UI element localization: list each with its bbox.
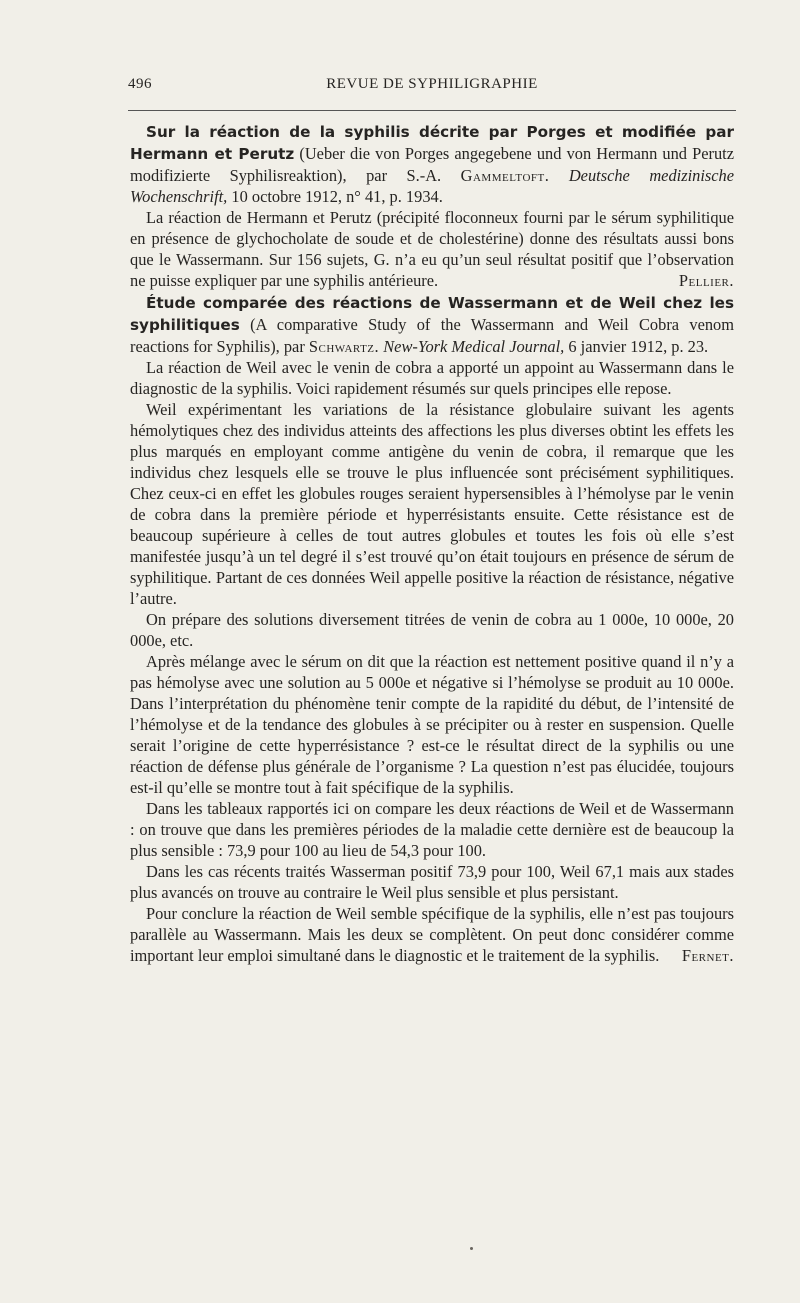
article-2-ref-post: 6 janvier 1912, p. 23.	[568, 337, 709, 356]
article-2-journal: New-York Medical Journal,	[383, 337, 565, 356]
article-2-paragraph: Weil expérimentant les variations de la résistance globulaire suivant les agents hémolytiques chez des individus atteints des affections les plus diverses obtint les effets les plus marqués en employant comme antigène du venin de cobra, il remarque que les individus chez lesquels elle se trouve le plus influencée sont précisément syphilitiques. Chez ceux-ci en effet les globules rouges seraient hypersensibles à l’hémolyse par le venin de cobra dans la première période et hyperrésistants ensuite. Cette résistance est de beaucoup supérieure à celles de tout autres globules et toutes les fois où elle s’est manifestée jusqu’à un tel degré il s’est trouvé qu’on était toujours en présence de sérum de syphilitique. Partant de ces données Weil appelle positive la réaction de résistance, négative l’autre.	[130, 400, 734, 608]
article-2-paragraph: Dans les tableaux rapportés ici on compare les deux réactions de Weil et de Wassermann : on trouve que dans les premières périodes de la maladie cette dernière est de beaucoup la plus sensible : 73,9 pour 100 au lieu de 54,3 pour 100.	[130, 799, 734, 860]
header-rule	[128, 110, 736, 111]
page-speck	[470, 1247, 473, 1250]
article-2-reference	[130, 292, 734, 357]
article-2-author: Schwartz.	[308, 337, 380, 356]
article-1-ref-pre: (Ueber die von Porges angegebene und von Hermann und Perutz modifizierte Syphilisreaktion), par S.-A.	[130, 144, 734, 185]
article-2-paragraph: Dans les cas récents traités Wasserman positif 73,9 pour 100, Weil 67,1 mais aux stades plus avancés on trouve au contraire le Weil plus sensible et plus persistant.	[130, 862, 734, 902]
article-1-author: Gammeltoft.	[460, 166, 550, 185]
article-body	[130, 120, 734, 966]
article-2-ref-pre: (A comparative Study of the Wassermann and Weil Cobra venom reactions for Syphilis), par	[130, 315, 734, 356]
article-2-title: Étude comparée des réactions de Wassermann et de Weil chez les syphilitiques	[130, 294, 734, 334]
article-2-last-paragraph-text: Pour conclure la réaction de Weil semble spécifique de la syphilis, elle n’est pas toujours parallèle au Wassermann. Mais les deux se complètent. On peut donc considérer comme important leur emploi simultané dans le diagnostic et le traitement de la syphilis.	[130, 904, 734, 965]
article-1-signature: Pellier.	[678, 271, 734, 290]
article-2-paragraph: On prépare des solutions diversement titrées de venin de cobra au 1 000e, 10 000e, 20 000e, etc.	[130, 610, 734, 650]
article-2-last-paragraph	[130, 903, 734, 966]
article-1-ref-post: 10 octobre 1912, n° 41, p. 1934.	[231, 187, 443, 206]
article-2-paragraph: La réaction de Weil avec le venin de cobra a apporté un appoint au Wassermann dans le diagnostic de la syphilis. Voici rapidement résumés sur quels principes elle repose.	[130, 358, 734, 398]
article-1-paragraph	[130, 207, 734, 291]
article-1-title: Sur la réaction de la syphilis décrite par Porges et modifiée par Hermann et Perutz	[130, 123, 734, 163]
article-2-signature: Fernet.	[681, 946, 734, 965]
article-2-paragraph: Après mélange avec le sérum on dit que la réaction est nettement positive quand il n’y a pas hémolyse avec une solution au 5 000e et négative si l’hémolyse se produit au 10 000e. Dans l’interprétation du phénomène tenir compte de la rapidité du début, de l’intensité de l’hémolyse et de la tendance des globules à se précipiter ou à rester en suspension. Quelle serait l’origine de cette hyperrésistance ? est-ce le résultat direct de la syphilis ou une réaction de défense plus générale de l’organisme ? La question n’est pas élucidée, toujours est-il qu’elle se montre tout à fait spécifique de la syphilis.	[130, 652, 734, 797]
article-1-journal: Deutsche medizinische Wochenschrift,	[130, 166, 734, 206]
running-title: REVUE DE SYPHILIGRAPHIE	[326, 76, 538, 92]
article-1-reference	[130, 121, 734, 207]
page-header	[128, 76, 736, 98]
page-number: 496	[128, 76, 152, 92]
article-1-paragraph-text: La réaction de Hermann et Perutz (précipité floconneux fourni par le sérum syphilitique en présence de glychocholate de soude et de cholestérine) donne des résultats aussi bons que le Wassermann. Sur 156 sujets, G. n’a eu qu’un seul résultat positif que l’observation ne puisse expliquer par une syphilis antérieure.	[130, 208, 734, 290]
